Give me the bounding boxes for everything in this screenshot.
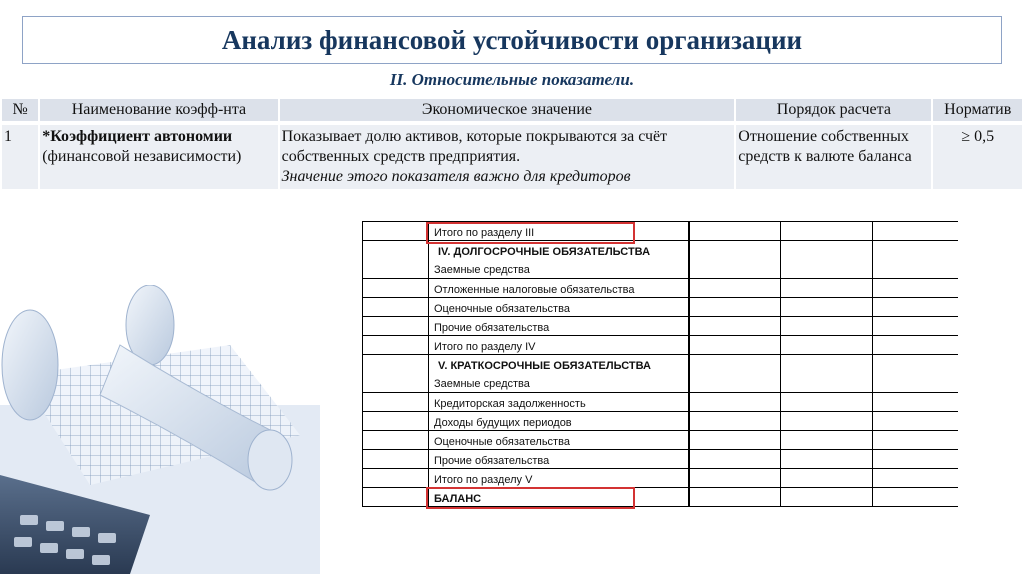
balance-row-label: V. КРАТКОСРОЧНЫЕ ОБЯЗАТЕЛЬСТВА	[438, 360, 651, 372]
balance-row	[362, 278, 958, 297]
row-name	[40, 125, 277, 189]
balance-row	[362, 240, 958, 278]
highlight-box-balance	[426, 487, 635, 509]
balance-row-label: Итого по разделу IV	[434, 341, 536, 353]
table-row	[2, 125, 1022, 189]
balance-row-label: Отложенные налоговые обязательства	[434, 284, 635, 296]
row-econ-plain: Показывает долю активов, которые покрываются за счёт собственных средств предприятия.	[281, 128, 668, 165]
balance-column-line	[428, 221, 429, 506]
row-num: 1	[2, 125, 38, 189]
row-name-bold: *Коэффициент автономии	[42, 128, 233, 145]
balance-row-label: Оценочные обязательства	[434, 303, 570, 315]
balance-row	[362, 316, 958, 335]
balance-row	[362, 297, 958, 316]
balance-row	[362, 430, 958, 449]
balance-row	[362, 468, 958, 487]
balance-row-sublabel: Заемные средства	[434, 264, 530, 276]
balance-row-label: Прочие обязательства	[434, 455, 550, 467]
coefficient-table-header	[2, 99, 1022, 121]
balance-row	[362, 354, 958, 392]
balance-column-line	[362, 221, 363, 506]
balance-row	[362, 411, 958, 430]
title-box	[22, 16, 1002, 64]
row-name-rest: (финансовой независимости)	[42, 148, 242, 165]
balance-row-sublabel: Заемные средства	[434, 378, 530, 390]
header-order: Порядок расчета	[736, 99, 931, 121]
balance-row	[362, 335, 958, 354]
balance-row	[362, 449, 958, 468]
row-econ-italic: Значение этого показателя важно для кредиторов	[281, 168, 631, 185]
balance-column-line	[780, 221, 781, 506]
subtitle: II. Относительные показатели.	[389, 70, 635, 89]
papers-calculator-illustration	[0, 285, 320, 574]
balance-row-label: БАЛАНС	[434, 493, 482, 505]
header-econ: Экономическое значение	[280, 99, 735, 121]
header-norm: Норматив	[933, 99, 1022, 121]
balance-row-label: Оценочные обязательства	[434, 436, 570, 448]
page-title: Анализ финансовой устойчивости организации	[221, 24, 803, 55]
row-order: Отношение собственных средств к валюте баланса	[736, 125, 931, 189]
row-norm: ≥ 0,5	[933, 125, 1022, 189]
coefficient-table	[0, 99, 1024, 189]
balance-row-label: Итого по разделу III	[434, 227, 535, 239]
balance-row-label: Итого по разделу V	[434, 474, 533, 486]
balance-row-label: IV. ДОЛГОСРОЧНЫЕ ОБЯЗАТЕЛЬСТВА	[438, 246, 651, 258]
header-name: Наименование коэфф-нта	[40, 99, 277, 121]
row-econ	[280, 125, 735, 189]
balance-row-label: Кредиторская задолженность	[434, 398, 586, 410]
balance-row-label: Доходы будущих периодов	[434, 417, 572, 429]
balance-sheet	[362, 221, 958, 509]
highlight-box-total-iii	[426, 222, 635, 244]
header-num: №	[2, 99, 38, 121]
balance-column-line	[872, 221, 873, 506]
balance-row	[362, 392, 958, 411]
balance-row-label: Прочие обязательства	[434, 322, 550, 334]
balance-column-line	[688, 221, 690, 506]
